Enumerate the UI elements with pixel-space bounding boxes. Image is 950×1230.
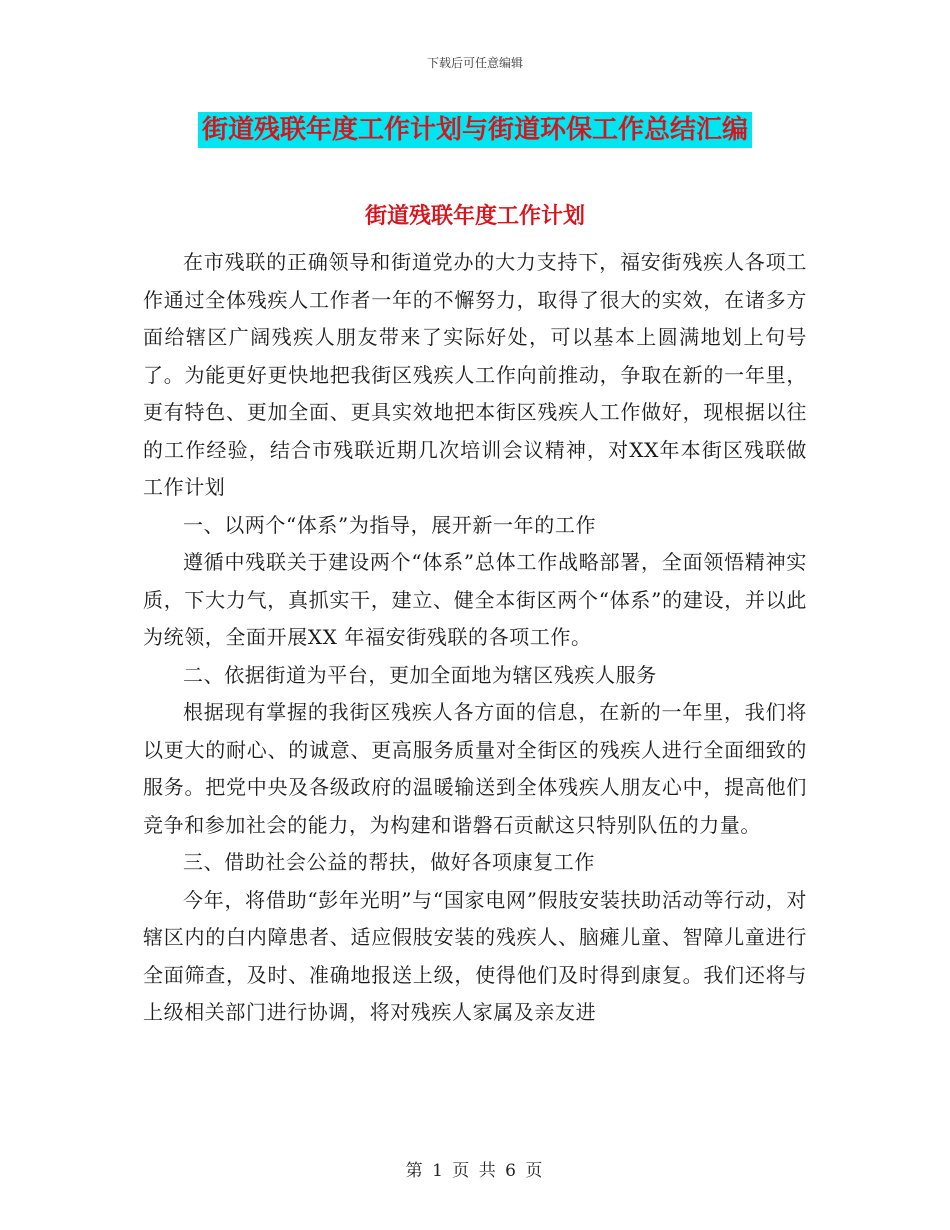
main-title-container <box>0 112 950 148</box>
page-number-footer: 第 1 页 共 6 页 <box>405 1161 545 1181</box>
header-note: 下载后可任意编辑 <box>426 56 523 70</box>
main-title: 街道残联年度工作计划与街道环保工作总结汇编 <box>198 112 752 148</box>
heading-one: 一、以两个“体系”为指导，展开新一年的工作 <box>183 512 597 537</box>
heading-three: 三、借助社会公益的帮扶，做好各项康复工作 <box>183 850 595 874</box>
paragraph-one: 遵循中残联关于建设两个“体系”总体工作战略部署，全面领悟精神实质，下大力气，真抓实干，建立、健全本街区两个“体系”的建设，并以此为统领，全面开展XX 年福安街残联的各项工作。 <box>143 550 807 649</box>
section-title: 街道残联年度工作计划 <box>364 204 585 229</box>
heading-two: 二、依据街道为平台，更加全面地为辖区残疾人服务 <box>183 662 657 687</box>
document-body <box>143 244 807 1032</box>
paragraph-three: 今年，将借助“彭年光明”与“国家电网”假肢安装扶助活动等行动，对辖区内的白内障患者、适应假肢安装的残疾人、脑瘫儿童、智障儿童进行全面筛查，及时、准确地报送上级，使得他们及时得到康复。我们还将与上级相关部门进行协调，将对残疾人家属及亲友进 <box>143 887 807 1024</box>
paragraph-two: 根据现有掌握的我街区残疾人各方面的信息，在新的一年里，我们将以更大的耐心、的诚意、更高服务质量对全街区的残疾人进行全面细致的服务。把党中央及各级政府的温暖输送到全体残疾人朋友心中，提高他们竞争和参加社会的能力，为构建和谐磐石贡献这只特别队伍的力量。 <box>143 700 807 837</box>
paragraph-intro: 在市残联的正确领导和街道党办的大力支持下，福安街残疾人各项工作通过全体残疾人工作者一年的不懈努力，取得了很大的实效，在诸多方面给辖区广阔残疾人朋友带来了实际好处，可以基本上圆满地划上句号了。为能更好更快地把我街区残疾人工作向前推动，争取在新的一年里，更有特色、更加全面、更具实效地把本街区残疾人工作做好，现根据以往的工作经验，结合市残联近期几次培训会议精神，对XX年本街区残联做工作计划 <box>143 250 807 499</box>
